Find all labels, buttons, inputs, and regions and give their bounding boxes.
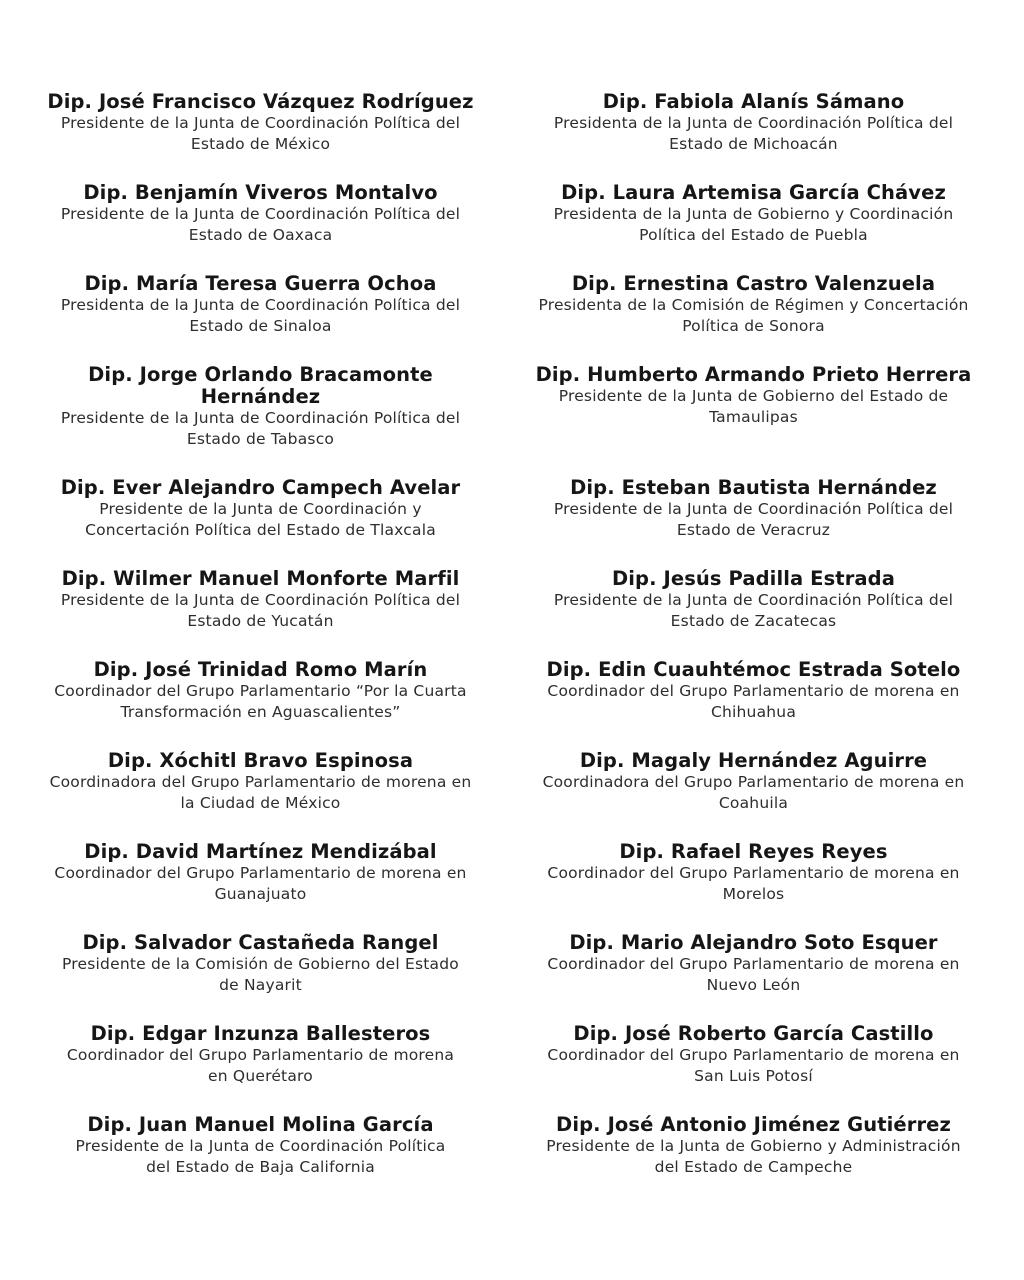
deputy-title-line: Presidente de la Junta de Coordinación Política: [75, 1137, 446, 1155]
deputy-entry-right: [507, 91, 1000, 155]
deputy-name-line: Dip. Edgar Inzunza Ballesteros: [90, 1022, 431, 1045]
deputy-title-line: Morelos: [722, 885, 785, 903]
deputy-name-line: Dip. Edin Cuauhtémoc Estrada Sotelo: [546, 658, 961, 681]
deputy-name-line: Dip. José Antonio Jiménez Gutiérrez: [556, 1113, 951, 1136]
deputy-row: [14, 841, 1000, 905]
deputy-title-line: Presidente de la Junta de Gobierno del Estado de: [558, 387, 949, 405]
deputy-entry-left: [14, 568, 507, 632]
deputy-title-line: San Luis Potosí: [694, 1067, 813, 1085]
deputy-title-line: Política del Estado de Puebla: [639, 226, 868, 244]
deputy-title-line: del Estado de Campeche: [654, 1158, 853, 1176]
deputy-entry-right: [507, 750, 1000, 814]
deputy-name-line: Dip. David Martínez Mendizábal: [84, 840, 437, 863]
deputy-entry-right: [507, 1114, 1000, 1178]
deputy-entry-right: [507, 477, 1000, 541]
deputy-title-line: Chihuahua: [710, 703, 797, 721]
deputy-name-line: Dip. Laura Artemisa García Chávez: [561, 181, 946, 204]
deputy-name-line: Dip. Magaly Hernández Aguirre: [579, 749, 928, 772]
deputy-row: [14, 659, 1000, 723]
deputy-title-line: Presidenta de la Junta de Coordinación Política del: [553, 114, 954, 132]
deputy-entry-left: [14, 477, 507, 541]
deputy-name-line: Dip. José Trinidad Romo Marín: [93, 658, 428, 681]
deputy-entry-left: [14, 841, 507, 905]
deputy-entry-left: [14, 273, 507, 337]
deputy-title-line: Coordinador del Grupo Parlamentario de morena: [66, 1046, 455, 1064]
deputy-title-line: Política de Sonora: [682, 317, 825, 335]
deputy-title-line: Coordinador del Grupo Parlamentario “Por la Cuarta: [54, 682, 467, 700]
deputy-name-line: Dip. Esteban Bautista Hernández: [570, 476, 937, 499]
deputy-title-line: Estado de Veracruz: [676, 521, 831, 539]
deputy-entry-right: [507, 841, 1000, 905]
deputy-row: [14, 932, 1000, 996]
deputy-name-line: Dip. Benjamín Viveros Montalvo: [83, 181, 438, 204]
deputy-title-line: Transformación en Aguascalientes”: [120, 703, 401, 721]
deputy-name-line: Dip. Salvador Castañeda Rangel: [82, 931, 439, 954]
deputy-entry-left: [14, 1114, 507, 1178]
deputy-title-line: Presidente de la Junta de Coordinación Política del: [553, 591, 954, 609]
deputy-name-line: Dip. Rafael Reyes Reyes: [619, 840, 888, 863]
deputy-row: [14, 1114, 1000, 1178]
deputy-title-line: Estado de Oaxaca: [188, 226, 333, 244]
deputy-name-line: Dip. María Teresa Guerra Ochoa: [84, 272, 437, 295]
deputy-row: [14, 364, 1000, 450]
deputy-row: [14, 477, 1000, 541]
deputy-row: [14, 273, 1000, 337]
deputy-name-line: Dip. José Roberto García Castillo: [573, 1022, 934, 1045]
deputy-entry-right: [507, 932, 1000, 996]
deputy-entry-right: [507, 1023, 1000, 1087]
deputy-name-line: Hernández: [200, 385, 321, 408]
deputy-name-line: Dip. Jorge Orlando Bracamonte: [88, 363, 433, 386]
deputy-entry-left: [14, 659, 507, 723]
deputy-name-line: Dip. Jesús Padilla Estrada: [611, 567, 896, 590]
deputy-title-line: Estado de Tabasco: [186, 430, 335, 448]
deputy-title-line: Presidente de la Junta de Coordinación Política del: [60, 409, 461, 427]
deputy-title-line: Estado de México: [190, 135, 331, 153]
deputy-entry-right: [507, 568, 1000, 632]
deputy-title-line: Estado de Zacatecas: [670, 612, 837, 630]
deputy-entry-left: [14, 750, 507, 814]
deputy-row: [14, 1023, 1000, 1087]
deputy-title-line: Estado de Michoacán: [669, 135, 838, 153]
deputy-title-line: Coordinadora del Grupo Parlamentario de morena en: [542, 773, 965, 791]
deputy-name-line: Dip. Humberto Armando Prieto Herrera: [535, 363, 972, 386]
deputy-entry-left: [14, 91, 507, 155]
deputy-title-line: Presidenta de la Junta de Coordinación Política del: [60, 296, 461, 314]
deputy-title-line: Concertación Política del Estado de Tlaxcala: [85, 521, 436, 539]
deputy-title-line: Coordinadora del Grupo Parlamentario de morena en: [49, 773, 472, 791]
deputy-name-line: Dip. Fabiola Alanís Sámano: [602, 90, 905, 113]
deputy-name-line: Dip. Mario Alejandro Soto Esquer: [569, 931, 938, 954]
deputy-title-line: Coordinador del Grupo Parlamentario de morena en: [547, 864, 960, 882]
deputy-title-line: Estado de Sinaloa: [189, 317, 332, 335]
deputy-name-line: Dip. Ernestina Castro Valenzuela: [571, 272, 936, 295]
deputy-row: [14, 91, 1000, 155]
deputy-name-line: Dip. Ever Alejandro Campech Avelar: [60, 476, 461, 499]
deputy-entry-left: [14, 364, 507, 450]
deputy-entry-right: [507, 273, 1000, 337]
deputy-title-line: Presidente de la Junta de Coordinación Política del: [60, 205, 461, 223]
deputy-title-line: Coordinador del Grupo Parlamentario de morena en: [547, 682, 960, 700]
deputy-title-line: del Estado de Baja California: [146, 1158, 375, 1176]
deputy-title-line: en Querétaro: [208, 1067, 313, 1085]
deputy-entry-right: [507, 659, 1000, 723]
deputy-entry-left: [14, 182, 507, 246]
deputy-title-line: Presidenta de la Comisión de Régimen y Concertación: [538, 296, 969, 314]
deputy-title-line: de Nayarit: [219, 976, 302, 994]
deputy-title-line: Coordinador del Grupo Parlamentario de morena en: [54, 864, 467, 882]
deputy-row: [14, 750, 1000, 814]
deputy-entry-left: [14, 932, 507, 996]
deputy-entry-right: [507, 364, 1000, 428]
deputy-title-line: Guanajuato: [214, 885, 307, 903]
deputy-name-line: Dip. Juan Manuel Molina García: [87, 1113, 434, 1136]
deputy-title-line: Presidente de la Junta de Coordinación Política del: [553, 500, 954, 518]
deputy-title-line: Coahuila: [718, 794, 789, 812]
deputy-title-line: Presidente de la Junta de Gobierno y Administración: [546, 1137, 961, 1155]
deputy-title-line: la Ciudad de México: [180, 794, 341, 812]
deputy-name-line: Dip. José Francisco Vázquez Rodríguez: [47, 90, 474, 113]
deputy-title-line: Presidente de la Junta de Coordinación Política del: [60, 114, 461, 132]
deputy-name-line: Dip. Xóchitl Bravo Espinosa: [107, 749, 414, 772]
deputy-entry-right: [507, 182, 1000, 246]
deputy-title-line: Coordinador del Grupo Parlamentario de morena en: [547, 1046, 960, 1064]
deputy-title-line: Presidenta de la Junta de Gobierno y Coordinación: [553, 205, 954, 223]
deputy-title-line: Nuevo León: [706, 976, 801, 994]
deputy-title-line: Presidente de la Junta de Coordinación y: [99, 500, 422, 518]
deputy-name-line: Dip. Wilmer Manuel Monforte Marfil: [61, 567, 460, 590]
deputy-title-line: Presidente de la Junta de Coordinación Política del: [60, 591, 461, 609]
deputy-entry-left: [14, 1023, 507, 1087]
deputy-title-line: Tamaulipas: [709, 408, 798, 426]
deputy-row: [14, 568, 1000, 632]
deputy-title-line: Estado de Yucatán: [187, 612, 334, 630]
deputy-title-line: Presidente de la Comisión de Gobierno del Estado: [62, 955, 459, 973]
deputy-row: [14, 182, 1000, 246]
deputy-title-line: Coordinador del Grupo Parlamentario de morena en: [547, 955, 960, 973]
